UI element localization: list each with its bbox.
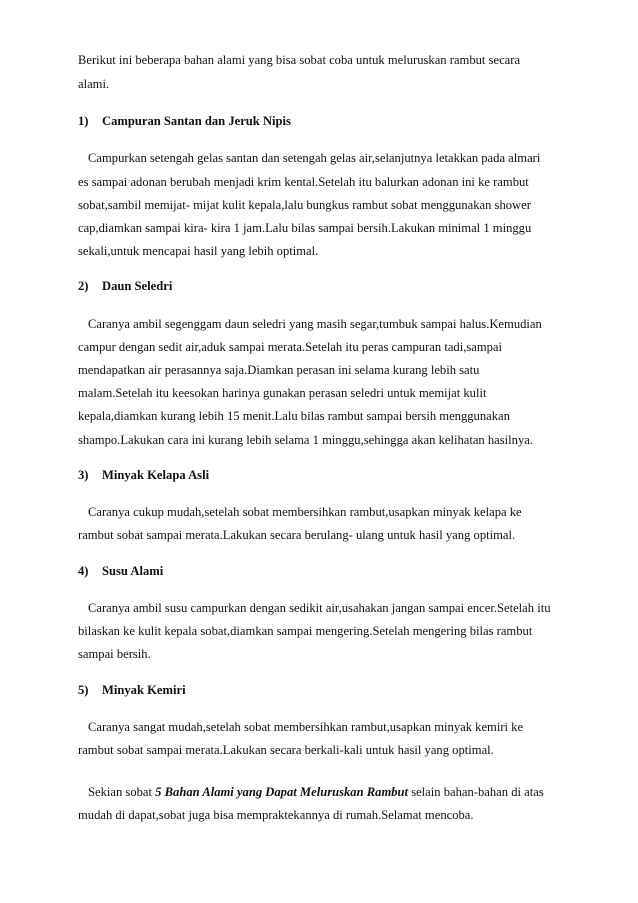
section-2-heading — [78, 278, 172, 294]
section-2-line: mendapatkan air perasannya saja.Diamkan perasan ini selama kurang lebih satu — [78, 363, 480, 377]
section-title: Susu Alami — [102, 564, 164, 578]
section-5-line: rambut sobat sampai merata.Lakukan secara berkali-kali untuk hasil yang optimal. — [78, 743, 494, 757]
section-title: Minyak Kemiri — [102, 683, 186, 697]
section-3-heading — [78, 467, 209, 483]
section-number: 4) — [78, 564, 89, 578]
intro-line-1: Berikut ini beberapa bahan alami yang bisa sobat coba untuk meluruskan rambut secara — [78, 53, 521, 67]
section-5-heading — [78, 682, 186, 698]
section-1-line: Campurkan setengah gelas santan dan setengah gelas air,selanjutnya letakkan pada almari — [88, 151, 541, 165]
section-1-line: sekali,untuk mencapai hasil yang lebih optimal. — [78, 244, 319, 258]
section-2-line: kepala,diamkan kurang lebih 15 menit.Lalu bilas rambut sampai bersih menggunakan — [78, 409, 510, 423]
section-number: 1) — [78, 114, 89, 128]
section-3-line: rambut sobat sampai merata.Lakukan secara berulang- ulang untuk hasil yang optimal. — [78, 528, 516, 542]
section-number: 5) — [78, 683, 89, 697]
section-4-line: bilaskan ke kulit kepala sobat,diamkan sampai mengering.Setelah mengering bilas rambut — [78, 624, 533, 638]
section-3-line: Caranya cukup mudah,setelah sobat membersihkan rambut,usapkan minyak kelapa ke — [88, 505, 522, 519]
section-number: 3) — [78, 468, 89, 482]
section-2-line: malam.Setelah itu keesokan harinya gunakan perasan seledri untuk memijat kulit — [78, 386, 487, 400]
section-2-line: shampo.Lakukan cara ini kurang lebih selama 1 minggu,sehingga akan kelihatan hasilnya. — [78, 433, 533, 447]
closing-line-1 — [78, 784, 544, 800]
section-1-line: es sampai adonan berubah menjadi krim kental.Setelah itu balurkan adonan ini ke rambut — [78, 175, 529, 189]
closing-prefix: Sekian sobat — [88, 785, 156, 799]
section-title: Minyak Kelapa Asli — [102, 468, 210, 482]
section-1-line: cap,diamkan sampai kira- kira 1 jam.Lalu bilas sampai bersih.Lakukan minimal 1 minggu — [78, 221, 532, 235]
section-4-line: Caranya ambil susu campurkan dengan sedikit air,usahakan jangan sampai encer.Setelah itu — [88, 601, 551, 615]
closing-emphasis-title: 5 Bahan Alami yang Dapat Meluruskan Rambut — [155, 785, 409, 799]
section-4-heading — [78, 563, 163, 579]
section-5-line: Caranya sangat mudah,setelah sobat membersihkan rambut,usapkan minyak kemiri ke — [88, 720, 524, 734]
section-2-line: Caranya ambil segenggam daun seledri yang masih segar,tumbuk sampai halus.Kemudian — [88, 317, 542, 331]
closing-suffix: selain bahan-bahan di atas — [408, 785, 544, 799]
section-2-line: campur dengan sedit air,aduk sampai merata.Setelah itu peras campuran tadi,sampai — [78, 340, 503, 354]
section-1-heading — [78, 113, 291, 129]
section-number: 2) — [78, 279, 89, 293]
section-4-line: sampai bersih. — [78, 647, 151, 661]
section-title: Daun Seledri — [102, 279, 173, 293]
section-title: Campuran Santan dan Jeruk Nipis — [102, 114, 291, 128]
section-1-line: sobat,sambil memijat- mijat kulit kepala,lalu bungkus rambut sobat menggunakan shower — [78, 198, 531, 212]
intro-line-2: alami. — [78, 77, 110, 91]
closing-line-2: mudah di dapat,sobat juga bisa mempraktekannya di rumah.Selamat mencoba. — [78, 808, 474, 822]
